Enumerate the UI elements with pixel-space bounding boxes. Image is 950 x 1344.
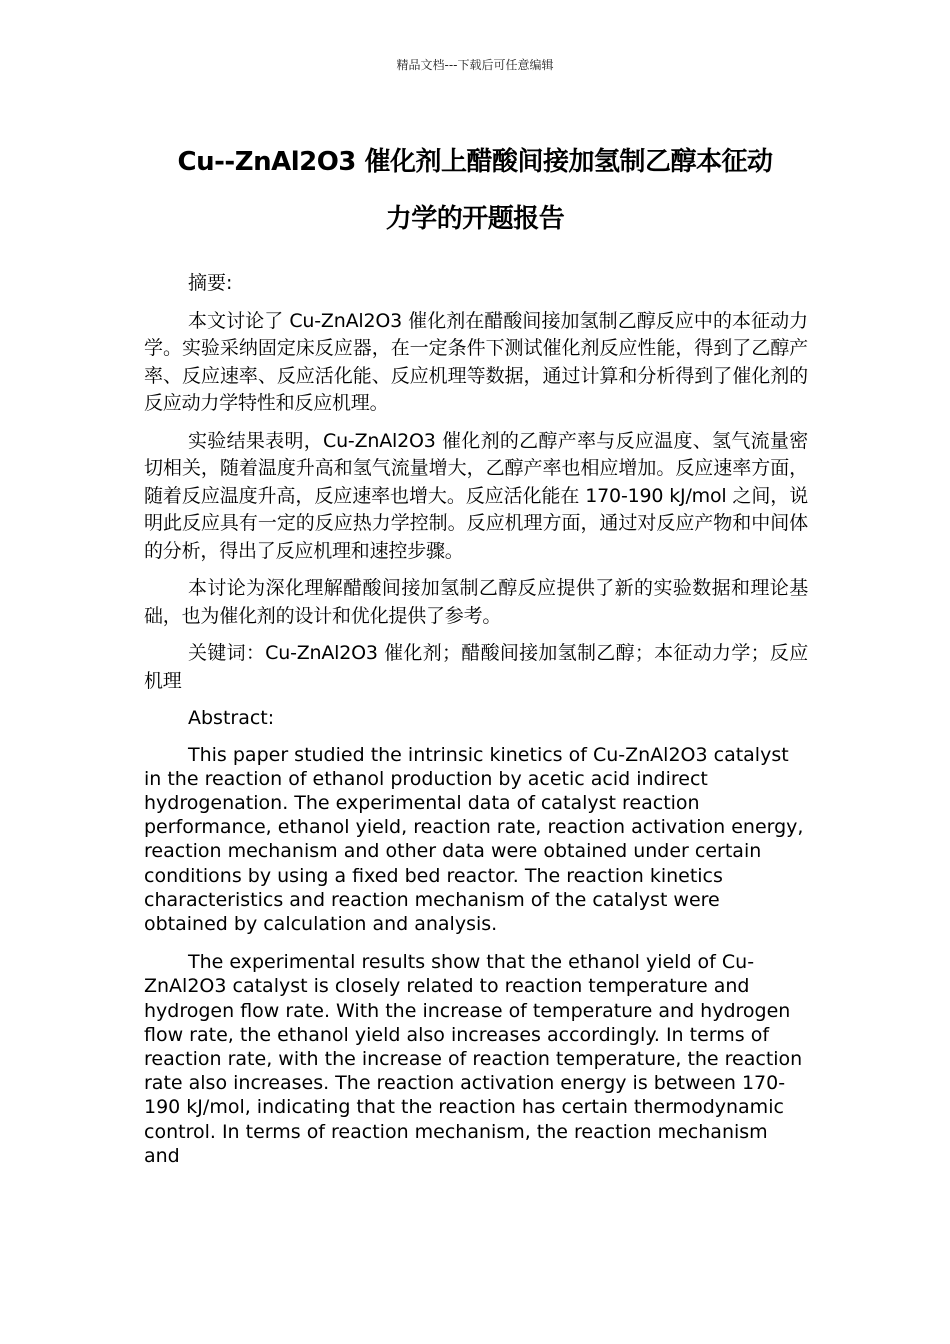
abstract-en-paragraph-2: The experimental results show that the ethanol yield of Cu-ZnAl2O3 catalyst is closely related to reaction temperature and hydrogen flow rate. With the increase of temperature and hydrogen flow rate, the ethanol yield also increases accordingly. In terms of reaction rate, with the increase of reaction temperature, the reaction rate also increases. The reaction activation energy is between 170-190 kJ/mol, indicating that the reaction has certain thermodynamic control. In terms of reaction mechanism, the reaction mechanism and [144, 951, 803, 1167]
abstract-en-paragraph-1: This paper studied the intrinsic kinetics of Cu-ZnAl2O3 catalyst in the reaction of ethanol production by acetic acid indirect hydrogenation. The experimental data of catalyst reaction performance, ethanol yield, reaction rate, reaction activation energy, reaction mechanism and other data were obtained under certain conditions by using a fixed bed reactor. The reaction kinetics characteristics and reaction mechanism of the catalyst were obtained by calculation and analysis. [144, 743, 804, 935]
abstract-cn-paragraph-3: 本讨论为深化理解醋酸间接加氢制乙醇反应提供了新的实验数据和理论基础，也为催化剂的设计和优化提供了参考。 [144, 577, 808, 627]
abstract-cn-label: 摘要: [188, 272, 233, 294]
abstract-en-label: Abstract: [188, 707, 275, 729]
keywords-cn: 关键词：Cu-ZnAl2O3 催化剂；醋酸间接加氢制乙醇；本征动力学；反应机理 [144, 642, 808, 692]
abstract-cn-paragraph-2: 实验结果表明，Cu-ZnAl2O3 催化剂的乙醇产率与反应温度、氢气流量密切相关，随着温度升高和氢气流量增大，乙醇产率也相应增加。反应速率方面，随着反应温度升高，反应速率也增大。反应活化能在 170-190 kJ/mol 之间，说明此反应具有一定的反应热力学控制。反应机理方面，通过对反应产物和中间体的分析，得出了反应机理和速控步骤。 [144, 429, 808, 562]
document-body [144, 270, 808, 1182]
document-title [120, 134, 830, 248]
abstract-cn-paragraph-1: 本文讨论了 Cu-ZnAl2O3 催化剂在醋酸间接加氢制乙醇反应中的本征动力学。实验采纳固定床反应器，在一定条件下测试催化剂反应性能，得到了乙醇产率、反应速率、反应活化能、反应机理等数据，通过计算和分析得到了催化剂的反应动力学特性和反应机理。 [144, 309, 808, 414]
title-line-1: Cu--ZnAl2O3 催化剂上醋酸间接加氢制乙醇本征动 [177, 147, 773, 177]
title-line-2: 力学的开题报告 [385, 204, 565, 234]
header-note: 精品文档---下载后可任意编辑 [396, 58, 554, 72]
